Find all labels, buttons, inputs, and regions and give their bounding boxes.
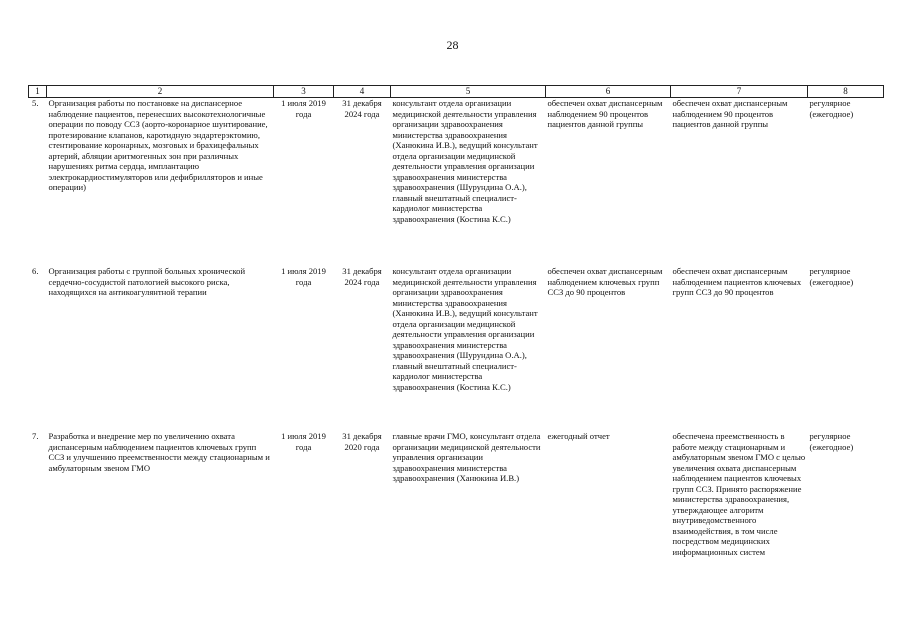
table-row xyxy=(29,431,884,591)
result-cell: обеспечен охват диспансерным наблюдением 90 процентов пациентов данной группы xyxy=(672,98,788,129)
activity-cell: Организация работы по постановке на диспансерное наблюдение пациентов, перенесших высокотехнологичные операции по поводу ССЗ (аорто-коронарное шунтирование, протезирование клапанов, каротидную эндартерэктомию, стентирование коронарных, мозговых и брахицефальных артерий, абляции аритмогенных зон при различных нарушениях ритма сердца, имплантацию электрокардиостимуляторов или дефибрилляторов и иные операции) xyxy=(48,98,268,192)
responsible-cell: консультант отдела организации медицинской деятельности управления организации здравоохранения министерства здравоохранения (Ханюкина И.В.), ведущий консультант отдела организации медицинской деятельности управления организации здравоохранения министерства здравоохранения (Шурундина О.А.), главный внештатный специалист-кардиолог министерства здравоохранения (Костина К.С.) xyxy=(392,98,538,224)
end-date-cell: 31 декабря 2024 года xyxy=(342,266,382,287)
col-header: 7 xyxy=(671,86,808,98)
col-header: 5 xyxy=(391,86,546,98)
periodicity-cell: регулярное (ежегодное) xyxy=(809,266,854,287)
column-number-row xyxy=(29,86,884,98)
result-cell: обеспечена преемственность в работе между стационарным и амбулаторным звеном ГМО с целью увеличения охвата диспансерным наблюдением пациентов ключевых групп ССЗ. Принято распоряжение министерства здравоохранения, утверждающее алгоритм внутриведомственного взаимодействия, в том числе посредством медицинских информационных систем xyxy=(672,431,806,557)
col-header: 6 xyxy=(546,86,671,98)
col-header: 3 xyxy=(274,86,334,98)
start-date-cell: 1 июля 2019 года xyxy=(281,431,326,452)
responsible-cell: консультант отдела организации медицинской деятельности управления организации здравоохранения министерства здравоохранения (Ханюкина И.В.), ведущий консультант отдела организации медицинской деятельности управления организации здравоохранения министерства здравоохранения (Шурундина О.А.), главный внештатный специалист-кардиолог министерства здравоохранения (Костина К.С.) xyxy=(392,266,538,392)
row-number: 5. xyxy=(32,98,39,108)
plan-table xyxy=(28,85,884,591)
page-number: 28 xyxy=(446,38,459,52)
result-cell: обеспечен охват диспансерным наблюдением пациентов ключевых групп ССЗ до 90 процентов xyxy=(672,266,802,297)
col-header: 2 xyxy=(47,86,274,98)
table-row xyxy=(29,266,884,431)
end-date-cell: 31 декабря 2020 года xyxy=(342,431,382,452)
col-header: 4 xyxy=(334,86,391,98)
responsible-cell: главные врачи ГМО, консультант отдела организации медицинской деятельности управления организации здравоохранения министерства здравоохранения (Ханюкина И.В.) xyxy=(392,431,541,483)
indicator-cell: ежегодный отчет xyxy=(547,431,610,441)
row-number: 6. xyxy=(32,266,39,276)
activity-cell: Разработка и внедрение мер по увеличению охвата диспансерным наблюдением пациентов ключевых групп ССЗ и улучшению преемственности между стационарным и амбулаторным звеном ГМО xyxy=(48,431,270,473)
row-number: 7. xyxy=(32,431,39,441)
indicator-cell: обеспечен охват диспансерным наблюдением ключевых групп ССЗ до 90 процентов xyxy=(547,266,663,297)
periodicity-cell: регулярное (ежегодное) xyxy=(809,431,854,452)
end-date-cell: 31 декабря 2024 года xyxy=(342,98,382,119)
col-header: 1 xyxy=(29,86,47,98)
start-date-cell: 1 июля 2019 года xyxy=(281,98,326,119)
col-header: 8 xyxy=(808,86,884,98)
activity-cell: Организация работы с группой больных хронической сердечно-сосудистой патологией высокого риска, находящихся на антикоагулянтной терапии xyxy=(48,266,246,297)
periodicity-cell: регулярное (ежегодное) xyxy=(809,98,854,119)
indicator-cell: обеспечен охват диспансерным наблюдением 90 процентов пациентов данной группы xyxy=(547,98,663,129)
start-date-cell: 1 июля 2019 года xyxy=(281,266,326,287)
table-row xyxy=(29,98,884,267)
